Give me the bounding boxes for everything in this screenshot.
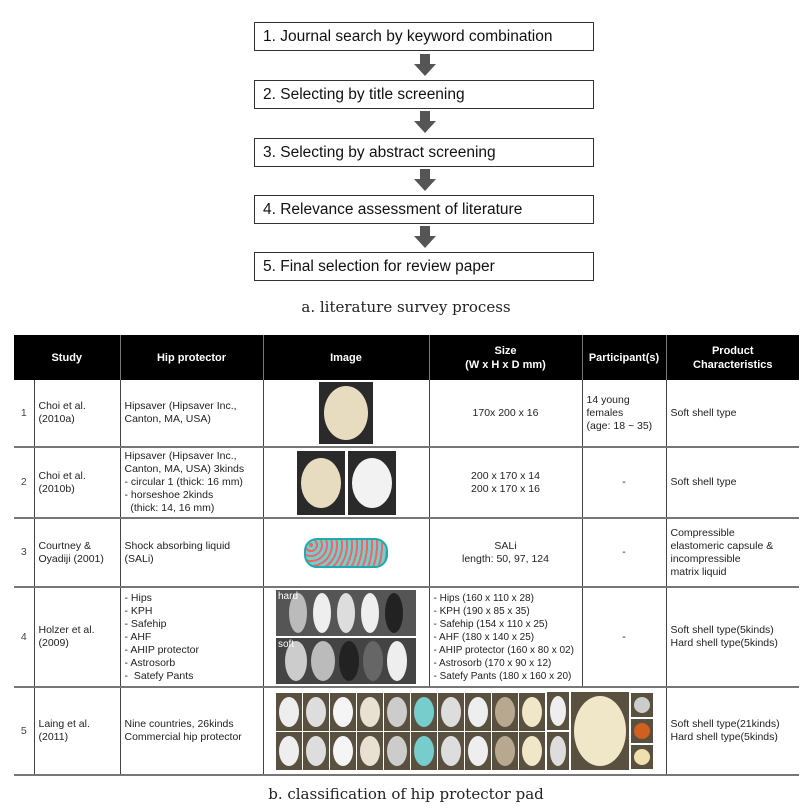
size-cell: SALi length: 50, 97, 124 (429, 518, 582, 587)
pad-thumbnail (547, 732, 569, 770)
pad-thumbnail (330, 732, 356, 770)
row-number: 2 (14, 447, 34, 518)
size-cell: 170x 200 x 16 (429, 380, 582, 447)
hard-pads-image (276, 590, 416, 636)
commercial-pads-collage (268, 692, 662, 770)
protector-cell: - Hips - KPH - Safehip - AHF - AHIP protector - Astrosorb - Satefy Pants (120, 587, 263, 687)
study-cell: Courtney & Oyadiji (2001) (34, 518, 120, 587)
pad-thumbnail (330, 693, 356, 731)
pad-thumbnail (303, 693, 329, 731)
participants-cell: - (582, 587, 666, 687)
row-number: 3 (14, 518, 34, 587)
characteristics-cell: Soft shell type(5kinds) Hard shell type(5kinds) (666, 587, 799, 687)
pad-thumbnail (357, 693, 383, 731)
header-protector: Hip protector (120, 335, 263, 380)
characteristics-cell: Soft shell type(21kinds) Hard shell type(5kinds) (666, 687, 799, 775)
pad-thumbnail (384, 732, 410, 770)
flow-step-4: 4. Relevance assessment of literature (254, 195, 594, 224)
arrow-down-icon (414, 169, 436, 191)
protector-cell: Nine countries, 26kinds Commercial hip protector (120, 687, 263, 775)
pad-thumbnail (411, 693, 437, 731)
size-cell: 200 x 170 x 14 200 x 170 x 16 (429, 447, 582, 518)
study-cell: Choi et al. (2010b) (34, 447, 120, 518)
pad-thumbnail (438, 732, 464, 770)
participants-cell: 14 young females (age: 18 ~ 35) (582, 380, 666, 447)
study-cell: Laing et al. (2011) (34, 687, 120, 775)
study-cell: Holzer et al. (2009) (34, 587, 120, 687)
row-number: 5 (14, 687, 34, 775)
table-row (14, 447, 799, 518)
caption-b: b. classification of hip protector pad (268, 785, 544, 803)
hipsaver-image (319, 382, 373, 444)
arrow-down-icon (414, 111, 436, 133)
image-cell (263, 587, 429, 687)
pad-thumbnail (276, 732, 302, 770)
flow-step-2: 2. Selecting by title screening (254, 80, 594, 109)
table-row (14, 687, 799, 775)
protector-cell: Hipsaver (Hipsaver Inc., Canton, MA, USA) (120, 380, 263, 447)
pad-thumbnail (357, 732, 383, 770)
circular-pad-image (297, 451, 345, 515)
table-row (14, 518, 799, 587)
flow-step-1: 1. Journal search by keyword combination (254, 22, 594, 51)
header-participants: Participant(s) (582, 335, 666, 380)
header-characteristics: Product Characteristics (666, 335, 799, 380)
pad-thumbnail (519, 732, 545, 770)
participants-cell: - (582, 518, 666, 587)
arrow-down-icon (414, 54, 436, 76)
characteristics-cell: Compressible elastomeric capsule & incompressible matrix liquid (666, 518, 799, 587)
sali-capsule-diagram (304, 538, 388, 568)
pad-thumbnail (465, 693, 491, 731)
pad-thumbnail (631, 693, 653, 717)
table-row (14, 380, 799, 447)
study-cell: Choi et al. (2010a) (34, 380, 120, 447)
pad-thumbnail (631, 719, 653, 743)
pad-thumbnail (438, 693, 464, 731)
image-cell (263, 518, 429, 587)
pad-thumbnail (492, 732, 518, 770)
classification-table (14, 335, 799, 776)
table-header (14, 335, 799, 380)
pad-thumbnail (631, 745, 653, 769)
pad-thumbnail (547, 692, 569, 730)
protector-cell: Hipsaver (Hipsaver Inc., Canton, MA, USA) 3kinds - circular 1 (thick: 16 mm) - horseshoe 2kinds (thick: 14, 16 mm) (120, 447, 263, 518)
pad-thumbnail (465, 732, 491, 770)
pad-thumbnail (303, 732, 329, 770)
protector-cell: Shock absorbing liquid (SALi) (120, 518, 263, 587)
flow-step-3: 3. Selecting by abstract screening (254, 138, 594, 167)
arrow-down-icon (414, 226, 436, 248)
header-study: Study (14, 335, 120, 380)
soft-label: soft (278, 639, 295, 650)
pad-thumbnail (276, 693, 302, 731)
pad-thumbnail (411, 732, 437, 770)
horseshoe-pad-image (348, 451, 396, 515)
caption-a: a. literature survey process (301, 298, 511, 316)
pad-thumbnail (384, 693, 410, 731)
row-number: 1 (14, 380, 34, 447)
image-cell (263, 447, 429, 518)
pad-thumbnail (571, 692, 629, 770)
participants-cell: - (582, 447, 666, 518)
characteristics-cell: Soft shell type (666, 380, 799, 447)
pad-thumbnail (492, 693, 518, 731)
image-cell (263, 687, 666, 775)
header-size: Size (W x H x D mm) (429, 335, 582, 380)
flow-step-5: 5. Final selection for review paper (254, 252, 594, 281)
image-cell (263, 380, 429, 447)
size-cell: - Hips (160 x 110 x 28) - KPH (190 x 85 x 35) - Safehip (154 x 110 x 25) - AHF (180 x 140 x 25) - AHIP protector (160 x 80 x 02) - Astrosorb (170 x 90 x 12) - Satefy Pants (180 x 160 x 20) (429, 587, 582, 687)
characteristics-cell: Soft shell type (666, 447, 799, 518)
hard-label: hard (278, 591, 299, 602)
soft-pads-image (276, 638, 416, 684)
pad-thumbnail (519, 693, 545, 731)
header-image: Image (263, 335, 429, 380)
row-number: 4 (14, 587, 34, 687)
table-row (14, 587, 799, 687)
